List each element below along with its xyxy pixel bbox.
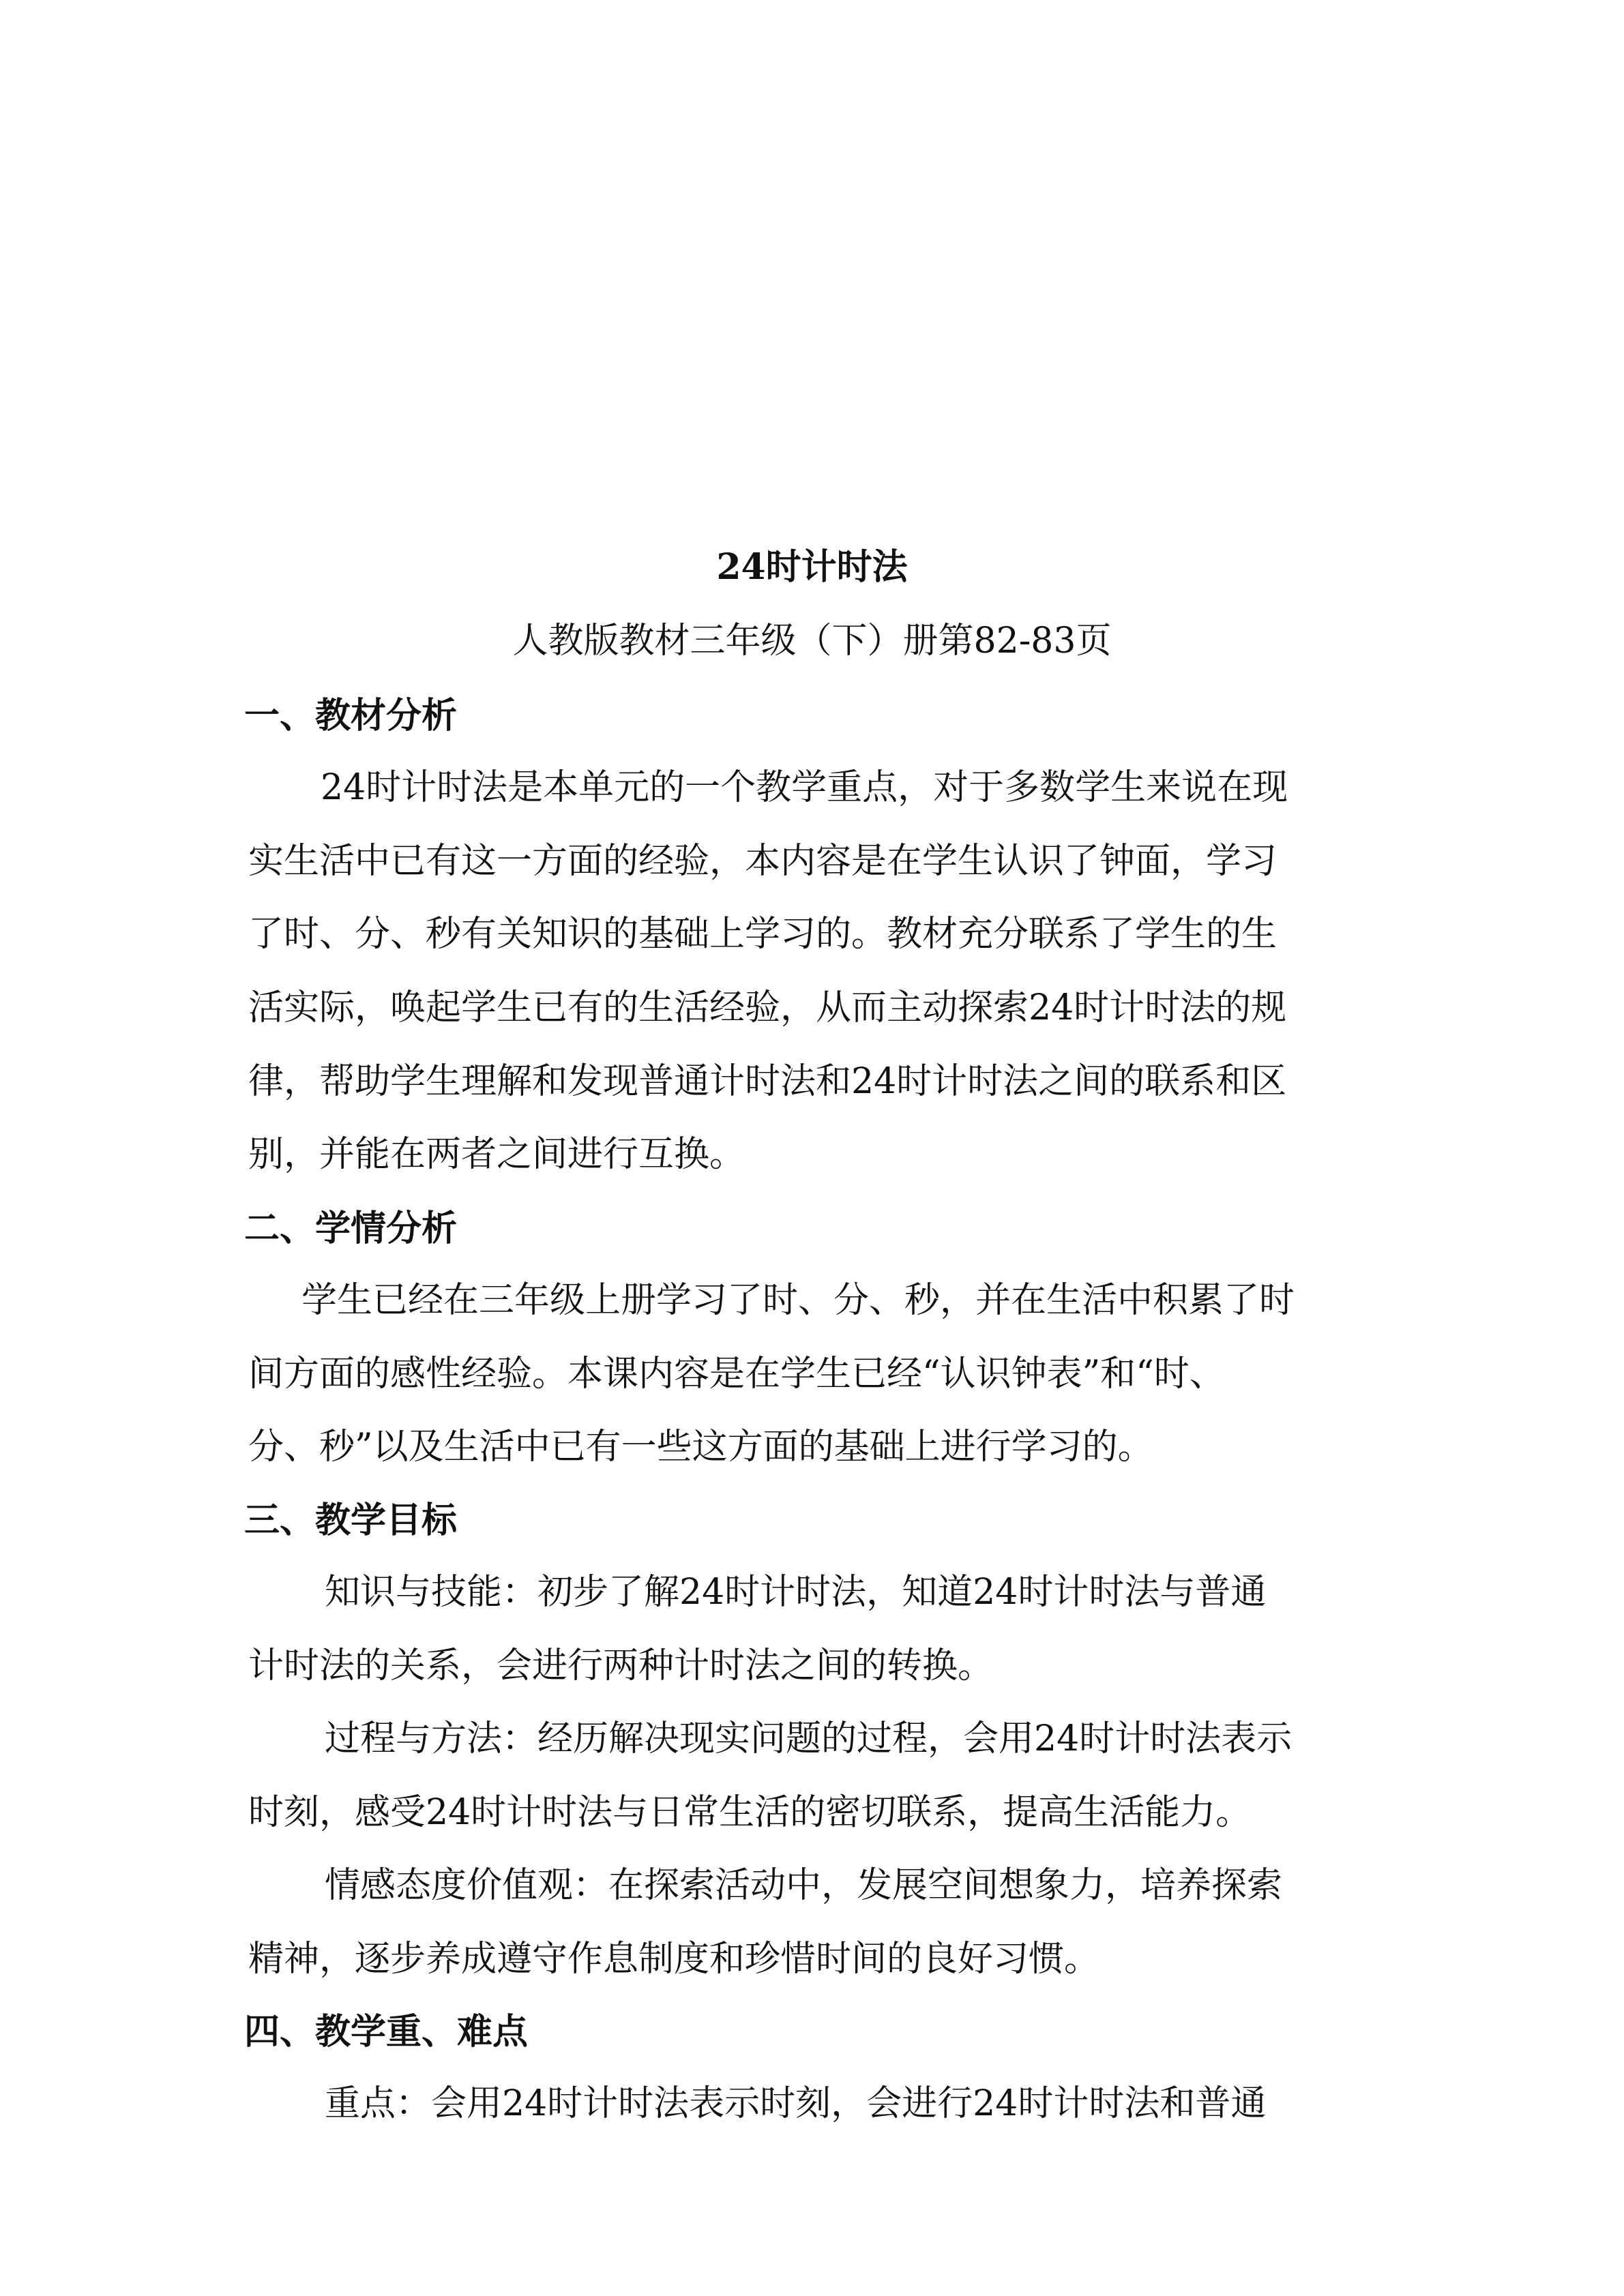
paragraph-line: 精神，逐步养成遵守作息制度和珍惜时间的良好习惯。 — [248, 1939, 1100, 1980]
paragraph-line: 知识与技能：初步了解24时计时法，知道24时计时法与普通 — [325, 1572, 1267, 1613]
paragraph-line: 时刻，感受24时计时法与日常生活的密切联系，提高生活能力。 — [248, 1792, 1252, 1833]
paragraph-line: 重点：会用24时计时法表示时刻，会进行24时计时法和普通 — [325, 2083, 1267, 2124]
section-heading-student-analysis: 二、学情分析 — [244, 1208, 458, 1249]
paragraph-line: 学生已经在三年级上册学习了时、分、秒，并在生活中积累了时 — [301, 1280, 1295, 1321]
paragraph-line: 分、秒”以及生活中已有一些这方面的基础上进行学习的。 — [248, 1427, 1153, 1467]
paragraph-line: 活实际，唤起学生已有的生活经验，从而主动探索24时计时法的规 — [248, 987, 1287, 1028]
paragraph-line: 过程与方法：经历解决现实问题的过程，会用24时计时法表示 — [325, 1718, 1293, 1759]
document-title: 24时计时法 — [716, 546, 908, 588]
paragraph-line: 实生活中已有这一方面的经验，本内容是在学生认识了钟面，学习 — [248, 841, 1278, 882]
document-subtitle: 人教版教材三年级（下）册第82-83页 — [512, 621, 1112, 661]
paragraph-line: 了时、分、秒有关知识的基础上学习的。教材充分联系了学生的生 — [248, 914, 1278, 955]
paragraph-line: 别，并能在两者之间进行互换。 — [248, 1134, 745, 1175]
section-heading-key-difficult-points: 四、教学重、难点 — [244, 2011, 529, 2053]
paragraph-line: 情感态度价值观：在探索活动中，发展空间想象力，培养探索 — [325, 1865, 1283, 1906]
section-heading-teaching-objectives: 三、教学目标 — [244, 1500, 458, 1541]
paragraph-line: 律，帮助学生理解和发现普通计时法和24时计时法之间的联系和区 — [248, 1061, 1287, 1102]
paragraph-line: 24时计时法是本单元的一个教学重点，对于多数学生来说在现 — [321, 767, 1288, 808]
paragraph-line: 计时法的关系，会进行两种计时法之间的转换。 — [248, 1645, 994, 1686]
paragraph-line: 间方面的感性经验。本课内容是在学生已经“认识钟表”和“时、 — [248, 1354, 1225, 1395]
section-heading-textbook-analysis: 一、教材分析 — [244, 695, 458, 736]
